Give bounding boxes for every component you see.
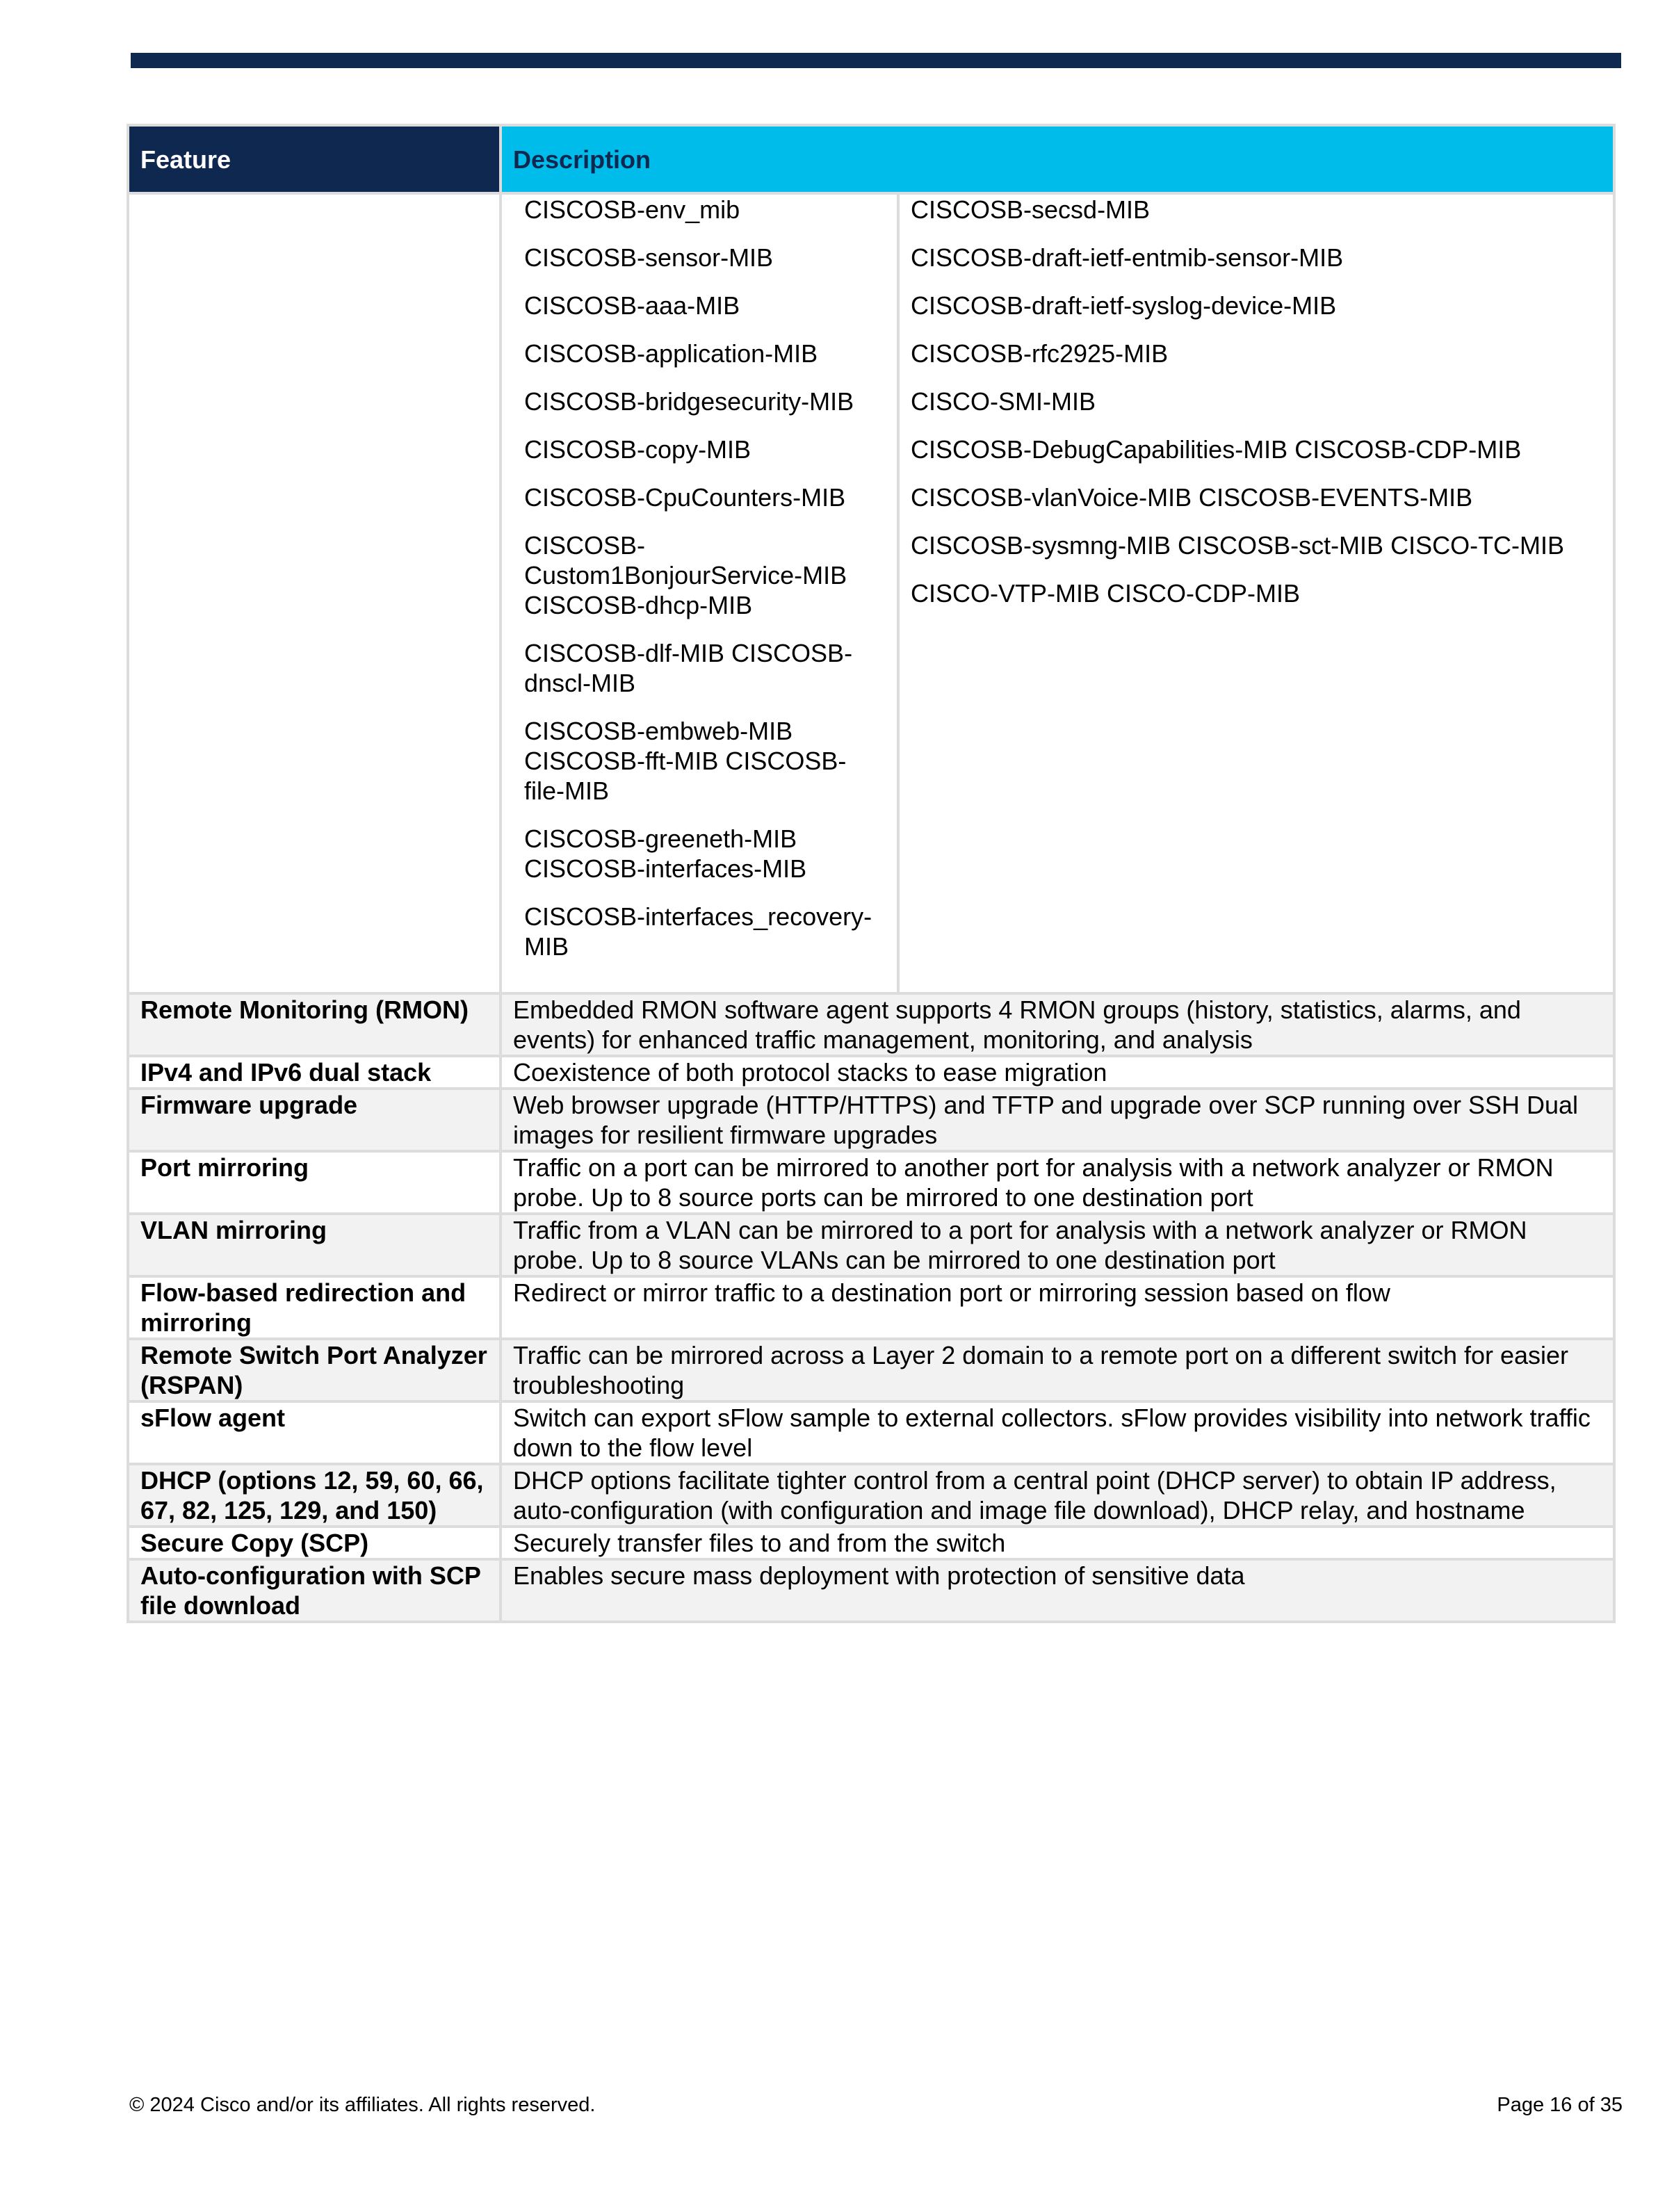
feature-description: Web browser upgrade (HTTP/HTTPS) and TFTP and upgrade over SCP running over SSH Dual images for resilient firmware upgrades [501, 1089, 1614, 1151]
feature-description: Coexistence of both protocol stacks to ease migration [501, 1056, 1614, 1089]
table-row [128, 1056, 1614, 1089]
feature-description: Securely transfer files to and from the switch [501, 1527, 1614, 1559]
feature-description: Enables secure mass deployment with protection of sensitive data [501, 1559, 1614, 1622]
header-bar [131, 53, 1621, 68]
mib-item: CISCOSB-sysmng-MIB CISCOSB-sct-MIB CISCO-TC-MIB [911, 531, 1565, 560]
table-header-row [128, 125, 1614, 193]
footer-page-number: Page 16 of 35 [1497, 2094, 1623, 2116]
feature-name: Auto-configuration with SCP file download [128, 1559, 501, 1622]
feature-cell-empty [128, 193, 501, 993]
mib-item: CISCOSB-dlf-MIB CISCOSB-dnscl-MIB [524, 639, 853, 697]
mib-item: CISCOSB-draft-ietf-syslog-device-MIB [911, 291, 1337, 320]
feature-table [127, 124, 1616, 1623]
mib-item: CISCOSB-sensor-MIB [524, 243, 774, 272]
mib-list [513, 195, 1602, 992]
feature-name: Remote Switch Port Analyzer (RSPAN) [128, 1339, 501, 1401]
table-row [128, 993, 1614, 1056]
feature-name: Flow-based redirection and mirroring [128, 1276, 501, 1339]
header-description: Description [501, 125, 1614, 193]
mib-item: CISCOSB-secsd-MIB [911, 195, 1151, 224]
mib-column-2 [898, 195, 1602, 992]
mib-item: CISCOSB-DebugCapabilities-MIB CISCOSB-CDP-MIB [911, 435, 1522, 464]
mib-item: CISCO-VTP-MIB CISCO-CDP-MIB [911, 579, 1301, 608]
feature-description: Embedded RMON software agent supports 4 RMON groups (history, statistics, alarms, and events) for enhanced traffic management, monitoring, and analysis [501, 993, 1614, 1056]
header-feature: Feature [128, 125, 501, 193]
mib-item: CISCOSB-embweb-MIB CISCOSB-fft-MIB CISCOSB-file-MIB [524, 717, 847, 805]
mib-item: CISCOSB-greeneth-MIB CISCOSB-interfaces-MIB [524, 824, 807, 883]
mib-item: CISCOSB-aaa-MIB [524, 291, 740, 320]
feature-name: DHCP (options 12, 59, 60, 66, 67, 82, 125, 129, and 150) [128, 1464, 501, 1527]
table-row [128, 1089, 1614, 1151]
mib-item: CISCOSB-CpuCounters-MIB [524, 483, 846, 512]
mib-item: CISCOSB-env_mib [524, 195, 740, 224]
mib-item: CISCOSB-vlanVoice-MIB CISCOSB-EVENTS-MIB [911, 483, 1473, 512]
mib-item: CISCOSB-bridgesecurity-MIB [524, 387, 854, 416]
table-row [128, 1214, 1614, 1276]
footer-copyright: © 2024 Cisco and/or its affiliates. All rights reserved. [129, 2094, 596, 2116]
mib-item: CISCOSB-interfaces_recovery-MIB [524, 902, 872, 961]
table-row [128, 1151, 1614, 1214]
mib-item: CISCO-SMI-MIB [911, 387, 1096, 416]
mib-item: CISCOSB-Custom1BonjourService-MIB CISCOSB-dhcp-MIB [524, 531, 847, 619]
feature-description: DHCP options facilitate tighter control from a central point (DHCP server) to obtain IP address, auto-configuration (with configuration and image file download), DHCP relay, and hostname [501, 1464, 1614, 1527]
feature-name: Secure Copy (SCP) [128, 1527, 501, 1559]
feature-name: Remote Monitoring (RMON) [128, 993, 501, 1056]
feature-description: Traffic can be mirrored across a Layer 2 domain to a remote port on a different switch for easier troubleshooting [501, 1339, 1614, 1401]
mib-item: CISCOSB-copy-MIB [524, 435, 751, 464]
feature-name: VLAN mirroring [128, 1214, 501, 1276]
table-row-mib-list [128, 193, 1614, 993]
mib-item: CISCOSB-application-MIB [524, 339, 818, 368]
table-row [128, 1276, 1614, 1339]
table-row [128, 1339, 1614, 1401]
mib-item: CISCOSB-draft-ietf-entmib-sensor-MIB [911, 243, 1344, 272]
mib-column-1 [513, 195, 898, 992]
table-row [128, 1559, 1614, 1622]
feature-name: sFlow agent [128, 1401, 501, 1464]
table-row [128, 1401, 1614, 1464]
table-row [128, 1527, 1614, 1559]
feature-description: Traffic from a VLAN can be mirrored to a port for analysis with a network analyzer or RMON probe. Up to 8 source VLANs can be mirrored to one destination port [501, 1214, 1614, 1276]
feature-description: Switch can export sFlow sample to external collectors. sFlow provides visibility into network traffic down to the flow level [501, 1401, 1614, 1464]
table-row [128, 1464, 1614, 1527]
feature-description: Traffic on a port can be mirrored to another port for analysis with a network analyzer or RMON probe. Up to 8 source ports can be mirrored to one destination port [501, 1151, 1614, 1214]
feature-name: IPv4 and IPv6 dual stack [128, 1056, 501, 1089]
feature-name: Firmware upgrade [128, 1089, 501, 1151]
mib-list-cell [501, 193, 1614, 993]
feature-description: Redirect or mirror traffic to a destination port or mirroring session based on flow [501, 1276, 1614, 1339]
feature-name: Port mirroring [128, 1151, 501, 1214]
mib-item: CISCOSB-rfc2925-MIB [911, 339, 1169, 368]
